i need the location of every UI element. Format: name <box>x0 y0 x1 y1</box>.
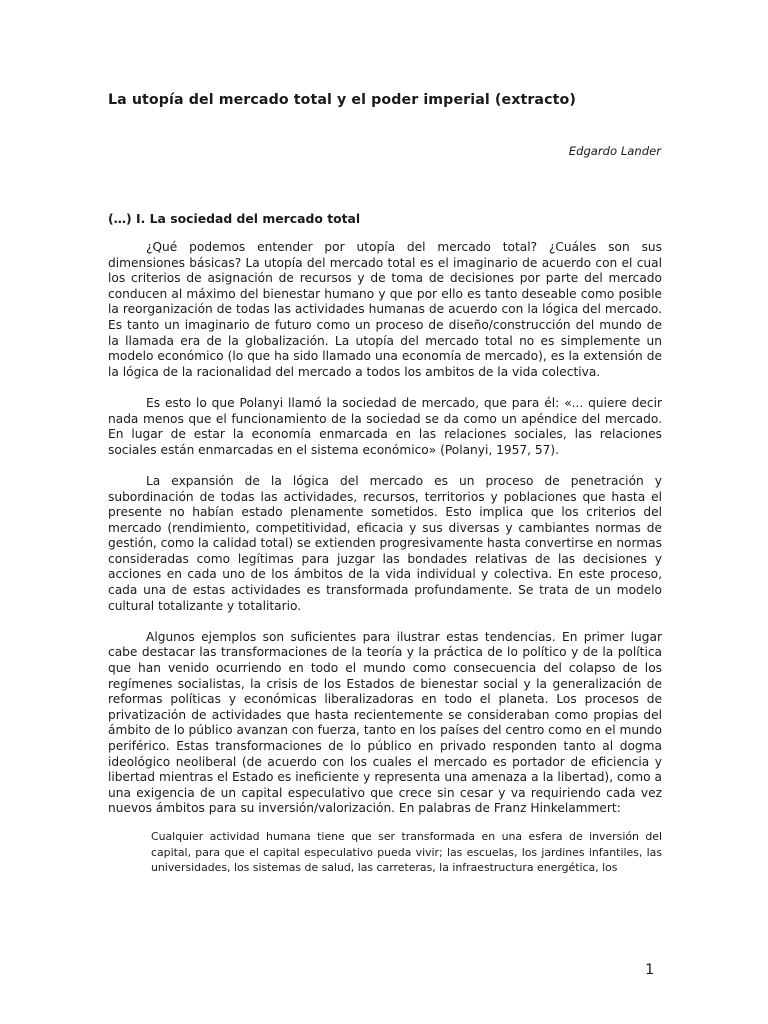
page-number: 1 <box>645 962 655 978</box>
document-title: La utopía del mercado total y el poder imperial (extracto) <box>108 92 576 108</box>
paragraph: Algunos ejemplos son suficientes para ilustrar estas tendencias. En primer lugar cabe destacar las transformaciones de la teoría y la práctica de lo político y de la política que han venido ocurriendo en todo el mundo como consecuencia del colapso de los regímenes socialistas, la crisis de los Estados de bienestar social y la generalización de reformas políticas y económicas liberalizadoras en todo el planeta. Los procesos de privatización de actividades que hasta recientemente se consideraban como propias del ámbito de lo público avanzan con fuerza, tanto en los países del centro como en el mundo periférico. Estas transformaciones de lo público en privado responden tanto al dogma ideológico neoliberal (de acuerdo con los cuales el mercado es portador de eficiencia y libertad mientras el Estado es ineficiente y representa una amenaza a la libertad), como a una exigencia de un capital especulativo que crece sin cesar y va requiriendo cada vez nuevos ámbitos para su inversión/valorización. En palabras de Franz Hinkelammert: <box>108 629 662 816</box>
paragraph: ¿Qué podemos entender por utopía del mercado total? ¿Cuáles son sus dimensiones básicas? La utopía del mercado total es el imaginario de acuerdo con el cual los criterios de asignación de recursos y de toma de decisiones por parte del mercado conducen al máximo del bienestar humano y que por ello es tanto deseable como posible la reorganización de todas las actividades humanas de acuerdo con la lógica del mercado. Es tanto un imaginario de futuro como un proceso de diseño/construcción del mundo de la llamada era de la globalización. La utopía del mercado total no es simplemente un modelo económico (lo que ha sido llamado una economía de mercado), es la extensión de la lógica de la racionalidad del mercado a todos los ambitos de la vida colectiva. <box>108 240 662 379</box>
paragraph: La expansión de la lógica del mercado es un proceso de penetración y subordinación de todas las actividades, recursos, territorios y poblaciones que hasta el presente no habían estado plenamente sometidos. Esto implica que los criterios del mercado (rendimiento, competitividad, eficacia y sus diversas y cambiantes normas de gestión, como la calidad total) se extienden progresivamente hasta convertirse en normas consideradas como legítimas para juzgar las bondades relativas de las decisiones y acciones en cada uno de los ámbitos de la vida individual y colectiva. En este proceso, cada una de estas actividades es transformada profundamente. Se trata de un modelo cultural totalizante y totalitario. <box>108 473 662 613</box>
paragraph: Es esto lo que Polanyi llamó la sociedad de mercado, que para él: «... quiere decir nada menos que el funcionamiento de la sociedad se da como un apéndice del mercado. En lugar de estar la economía enmarcada en las relaciones sociales, las relaciones sociales están enmarcadas en el sistema económico» (Polanyi, 1957, 57). <box>108 395 662 457</box>
body-text <box>108 240 662 876</box>
block-quote: Cualquier actividad humana tiene que ser transformada en una esfera de inversión del capital, para que el capital especulativo pueda vivir; las escuelas, los jardines infantiles, las universidades, los sistemas de salud, las carreteras, la infraestructura energética, los <box>151 829 662 875</box>
author-name: Edgardo Lander <box>568 144 661 158</box>
section-heading: (…) I. La sociedad del mercado total <box>108 211 361 226</box>
